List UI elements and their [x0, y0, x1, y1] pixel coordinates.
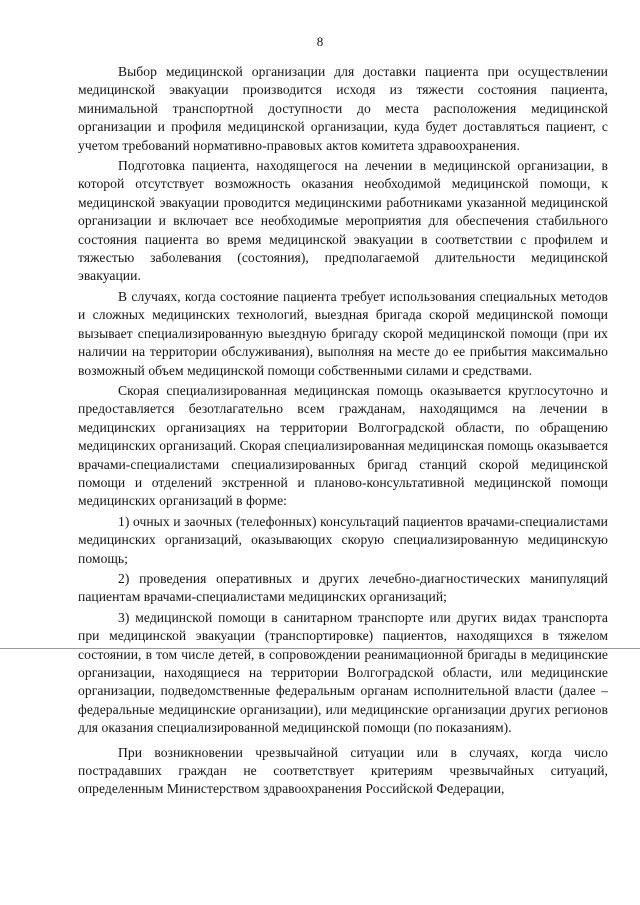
- paragraph-emergency-situation: При возникновении чрезвычайной ситуации или в случаях, когда число пострадавших граждан не соответствует критериям чрезвычайных ситуаций, определенным Министерством здравоохранения Российской Федерации,: [78, 744, 608, 797]
- paragraph-patient-preparation: Подготовка пациента, находящегося на лечении в медицинской организации, в которой отсутствует возможность оказания необходимой медицинской помощи, к медицинской эвакуации проводится медицинскими работниками указанной медицинской организации и включает все необходимые мероприятия для обеспечения стабильного состояния пациента во время медицинской эвакуации в соответствии с профилем и тяжестью заболевания (состояния), предполагаемой длительности медицинской эвакуации.: [78, 158, 608, 284]
- paragraph-special-methods: В случаях, когда состояние пациента требует использования специальных методов и сложных медицинских технологий, выездная бригада скорой медицинской помощи вызывает специализированную выездную бригаду скорой медицинской помощи (при их наличии на территории обслуживания), выполняя на месте до ее прибытия максимально возможный объем медицинской помощи собственными силами и средствами.: [78, 288, 608, 378]
- list-item-3: 3) медицинской помощи в санитарном транспорте или других видах транспорта при медицинской эвакуации (транспортировке) пациентов, находящихся в тяжелом состоянии, в том числе детей, в сопровождении реанимационной бригады в медицинские организации, находящиеся на территории Волгоградской области, или медицинские организации, подведомственные федеральным органам исполнительной власти (далее – федеральные медицинские организации), или медицинские организации других регионов для оказания специализированной медицинской помощи (по показаниям).: [78, 609, 608, 736]
- page-number: 8: [316, 34, 324, 49]
- list-item-2: 2) проведения оперативных и других лечебно-диагностических манипуляций пациентам врачами-специалистами медицинских организаций;: [78, 570, 608, 605]
- paragraph-specialized-care: Скорая специализированная медицинская помощь оказывается круглосуточно и предоставляется безотлагательно всем гражданам, находящимся на лечении в медицинских организациях на территории Волгоградской области, по обращению медицинских организаций. Скорая специализированная медицинская помощь оказывается врачами-специалистами специализированных бригад станций скорой медицинской помощи и отделений экстренной и планово-консультативной медицинской помощи медицинских организаций в форме:: [78, 382, 608, 509]
- body-text: [78, 63, 608, 801]
- list-item-1: 1) очных и заочных (телефонных) консультаций пациентов врачами-специалистами медицинских организаций, оказывающих скорую специализированную медицинскую помощь;: [78, 513, 608, 566]
- paragraph-choice-of-organization: Выбор медицинской организации для доставки пациента при осуществлении медицинской эвакуации производится исходя из тяжести состояния пациента, минимальной транспортной доступности до места расположения медицинской организации и профиля медицинской организации, куда будет доставляться пациент, с учетом требований нормативно-правовых актов комитета здравоохранения.: [78, 64, 608, 153]
